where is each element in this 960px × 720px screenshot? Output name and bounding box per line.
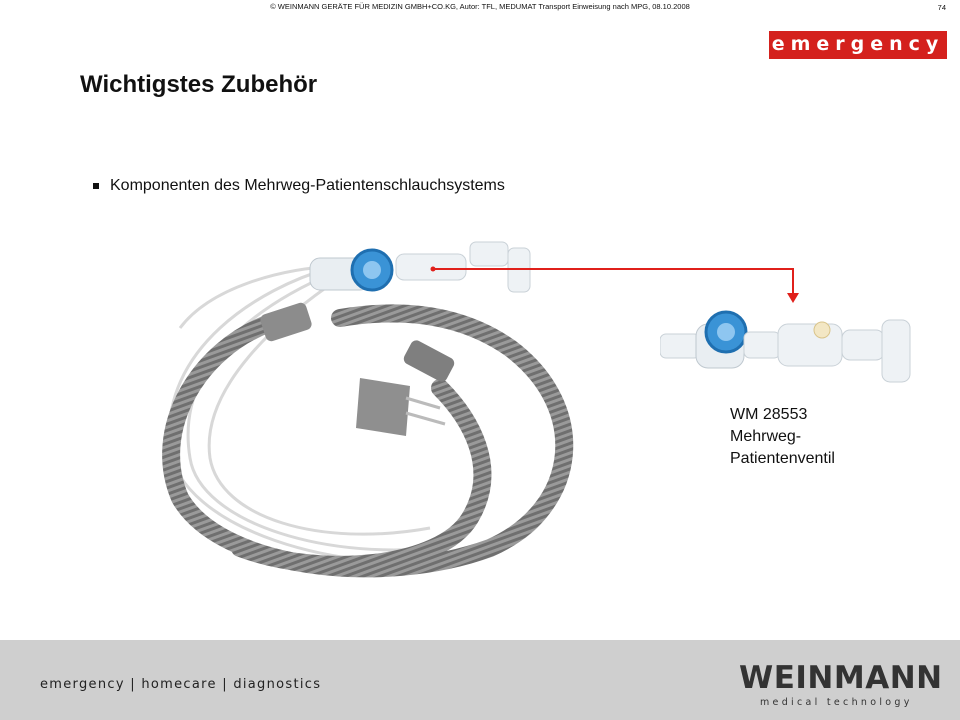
slide-title: Wichtigstes Zubehör [80, 71, 318, 98]
connector-arrow [430, 262, 800, 304]
patient-valve-image [660, 302, 918, 388]
emergency-brand-bar: emergency [769, 31, 947, 59]
bullet-marker-icon [93, 183, 99, 189]
bullet-item [93, 177, 505, 195]
footer-tagline: emergency | homecare | diagnostics [40, 677, 322, 692]
copyright-text: © WEINMANN GERÄTE FÜR MEDIZIN GMBH+CO.KG, Autor: TFL, MEDUMAT Transport Einweisung nach MPG, 08.10.2008 [270, 2, 690, 11]
caption-line-2: Mehrweg- [730, 428, 802, 445]
caption-part-number: WM 28553 [730, 406, 808, 423]
bullet-text: Komponenten des Mehrweg-Patientenschlauchsystems [110, 177, 505, 194]
valve-caption [730, 404, 835, 470]
caption-line-3: Patientenventil [730, 450, 835, 467]
weinmann-logo: WEINMANN [739, 660, 943, 696]
page-number: 74 [937, 3, 946, 12]
weinmann-logo-subtext: medical technology [760, 697, 913, 708]
